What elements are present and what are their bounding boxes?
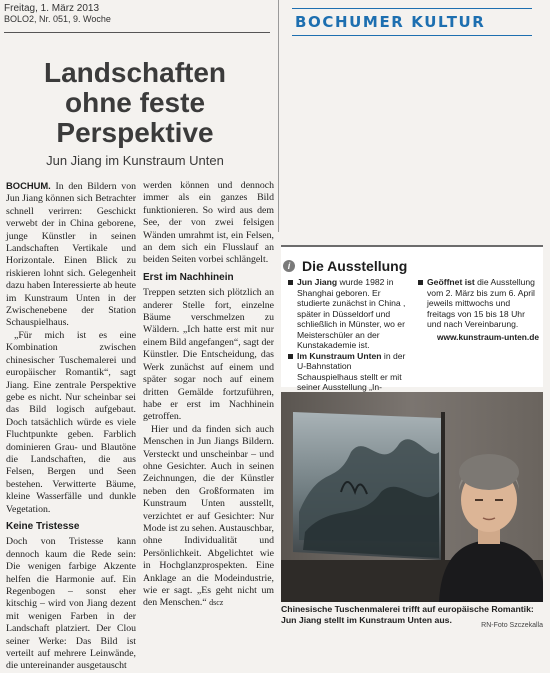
photo-credit: RN-Foto Szczekalla [481, 622, 543, 629]
article-column-2 [143, 180, 274, 610]
article-subheadline: Jun Jiang im Kunstraum Unten [46, 153, 224, 168]
exhibition-infobox [281, 245, 543, 392]
headline-line-1: Landschaften [43, 57, 227, 88]
section-title: BOCHUMER KULTUR [295, 13, 486, 31]
article-paragraph: Doch von Tristesse kann dennoch kaum die Rede sein: Die wenigen farbige Akzente helfen die Harmonie auf. Ein Regenbogen – sonst eher kitschig – wird von Jiang dezent mit wenigen Farben in der Landschaft platziert. Der Clou seiner Werke: Das Bild ist verteilt auf mehrere Leinwände, die untereinander ausgetauscht [6, 536, 136, 672]
dateline [4, 3, 111, 25]
paragraph-text: In den Bildern von Jun Jiang können sich Betrachter schnell verirren: Geschickt verwebt der in China geborene, junge Künstler in seinen Landschaften Vertikale und Horizontale. Einen Blick zu riskieren lohnt sich. Gelegenheit dazu haben Interessierte ab heute im Kunstraum Unten in der Zwischenebene der Station Schauspielhaus. [6, 181, 137, 329]
photo-caption: Chinesische Tuschenmalerei trifft auf europäische Romantik: Jun Jiang stellt im Kunstraum Unten aus. [281, 604, 534, 625]
issue-date: Freitag, 1. März 2013 [4, 3, 100, 14]
issue-number: BOLO2, Nr. 051, 9. Woche [4, 14, 111, 24]
article-paragraph: werden können und dennoch immer als ein ganzes Bild funktionieren. So wird aus dem See, der von zwei felsigen Wänden umrahmt ist, ein Felsen, an dem sich ein Flusslauf an beiden Seiten vorbei schlängelt. [143, 180, 274, 266]
bullet-square-icon [288, 280, 293, 285]
infobox-header [281, 257, 543, 277]
subheading-nachhinein: Erst im Nachhinein [143, 271, 234, 283]
info-item-label: Im Kunstraum Unten [297, 350, 382, 361]
infobox-column-2 [417, 277, 539, 342]
bullet-square-icon [288, 354, 293, 359]
column-divider [278, 0, 279, 232]
photo-illustration [281, 392, 543, 602]
info-item-text: in der U-Bahnstation Schauspielhaus stellt er mit seiner Ausstellung „In- [297, 350, 406, 392]
info-item-hours [417, 277, 539, 330]
info-item-text: wurde 1982 in Shanghai geboren. Er studierte zunächst in China , später in Düsseldorf und schließlich in Münster, wo er Meisterschüler an der Kunstakademie ist. [297, 277, 406, 350]
infobox-title: Die Ausstellung [302, 258, 408, 274]
article-column-1 [6, 180, 136, 673]
subheading-tristesse: Keine Tristesse [6, 520, 80, 532]
header-rule [4, 32, 270, 33]
info-item-artist [287, 277, 411, 351]
paragraph-text: Hier und da finden sich auch Menschen in Jun Jiangs Bildern. Versteckt und unscheinbar – und ohne Gesichter. Auch in seinen Zeichnungen, die der Künstler neben den Großformaten im Kunstraum Unten ausstellt, verzichtet er auf Gesichter: Nur Mode ist zu sehen. Austauschbar, ohne Individualität und Persönlichkeit. Abgelichtet wie in Hochglanzprospekten. Eine Anklage an die Modeindustrie, wie er sagt. „Es geht nicht um den Menschen.“ [143, 423, 274, 609]
bullet-square-icon [418, 280, 423, 285]
website-link[interactable]: www.kunstraum-unten.de [436, 331, 539, 342]
author-signature: dscz [209, 598, 224, 608]
article-paragraph [6, 180, 136, 330]
info-item-text: die Ausstellung vom 2. März bis zum 6. April jeweils mittwochs und freitags von 15 bis 18 Uhr und nach Vereinbarung. [427, 277, 535, 329]
section-banner [292, 8, 532, 36]
article-paragraph: „Für mich ist es eine Kombination zwischen chinesischer Tuschemalerei und europäischer Romantik“, sagt Jiang. Eine zentrale Perspektive gebe es nicht. Nur scheinbar sei das Bild logisch aufgebaut. Doch tatsächlich würde es viele Fluchtpunkte geben. Farblich dominieren Grau- und Blautöne die Landschaften, die aus Felsen, Bergen und Seen bestehen. Verwitterte Bäume, kleine Wasserfälle und dunkle Vegetation. [6, 329, 136, 515]
dateline-place: BOCHUM. [6, 180, 51, 191]
info-icon: i [283, 260, 295, 272]
article-headline [20, 58, 250, 148]
info-item-label: Geöffnet ist [427, 277, 475, 287]
article-photo [281, 392, 543, 602]
headline-line-3: Perspektive [56, 117, 214, 148]
article-paragraph: Treppen setzten sich plötzlich an anderer Stelle fort, einzelne Bäume verschmelzen zu Wäldern. „Ich hatte erst mit nur einem Bild angefangen“, sagt der Künstler. Die Entscheidung, das Werk zunächst auf einem und später sogar noch auf einem dritten Gemälde fortzuführen, habe er erst im Nachhinein getroffen. [143, 287, 274, 423]
info-item-label: Jun Jiang [297, 277, 338, 287]
article-paragraph [143, 424, 274, 610]
headline-line-2: ohne feste [64, 87, 206, 118]
